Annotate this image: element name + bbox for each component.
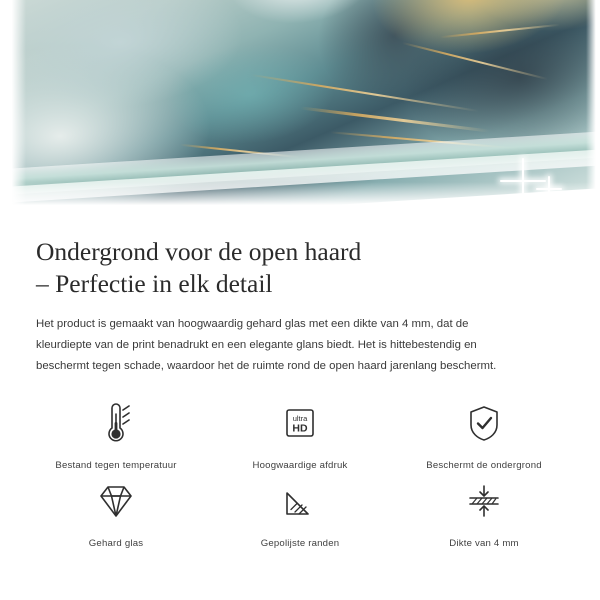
feature-grid (0, 377, 600, 549)
thickness-icon (462, 477, 506, 525)
svg-text:ultra: ultra (292, 414, 308, 423)
feature-item-print-quality (208, 399, 392, 471)
feature-label: Hoogwaardige afdruk (252, 460, 348, 471)
feature-item-polished-edges (208, 477, 392, 549)
feature-label: Gepolijste randen (260, 538, 340, 549)
headline-line-1: Ondergrond voor de open haard (36, 237, 362, 266)
content-area (0, 222, 600, 549)
feature-label: Dikte van 4 mm (449, 538, 519, 549)
feature-label: Beschermt de ondergrond (426, 460, 542, 471)
feature-item-temperature (24, 399, 208, 471)
shield-check-icon (462, 399, 506, 447)
diamond-icon (94, 477, 138, 525)
description-paragraph: Het product is gemaakt van hoogwaardig gehard glas met een dikte van 4 mm, dat de kleurdiepte van de print benadrukt en een elegante glans biedt. Het is hittebestendig en beschermt tegen schade, waardoor het de ruimte rond de open haard jarenlang beschermt. (36, 318, 497, 372)
page-title (0, 222, 600, 300)
image-fade-bottom (0, 182, 600, 222)
headline-line-2: – Perfectie in elk detail (36, 269, 273, 298)
thermometer-icon (94, 399, 138, 447)
svg-text:HD: HD (292, 422, 308, 435)
feature-label: Bestand tegen temperatuur (55, 460, 177, 471)
polished-edges-icon (278, 477, 322, 525)
hero-image (0, 0, 600, 222)
feature-item-thickness (392, 477, 576, 549)
feature-label: Gehard glas (88, 538, 144, 549)
feature-item-tempered-glass (24, 477, 208, 549)
ultra-hd-icon (278, 399, 322, 447)
feature-item-surface-protection (392, 399, 576, 471)
